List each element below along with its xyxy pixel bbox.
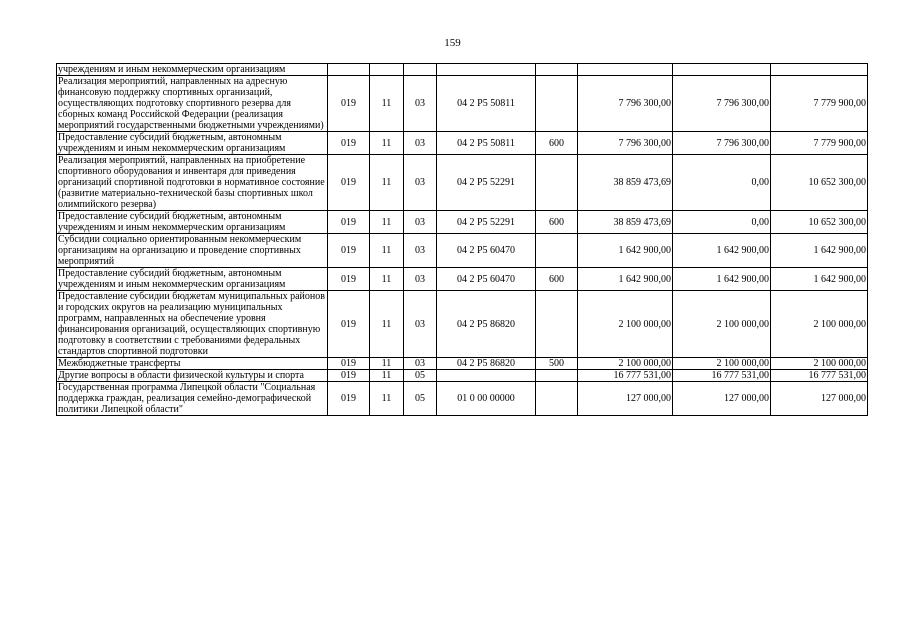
section-code-cell: 11 [370,234,404,268]
amount-year1-cell: 2 100 000,00 [578,358,673,370]
row-name-cell: Другие вопросы в области физической культуры и спорта [57,370,328,382]
amount-year3-cell: 16 777 531,00 [771,370,868,382]
expense-type-cell [536,76,578,132]
gr-code-cell: 019 [328,382,370,416]
subsection-code-cell: 03 [404,155,437,211]
subsection-code-cell: 03 [404,291,437,358]
section-code-cell: 11 [370,155,404,211]
table-row [57,358,868,370]
table-row [57,370,868,382]
gr-code-cell: 019 [328,76,370,132]
gr-code-cell: 019 [328,291,370,358]
expense-type-cell [536,382,578,416]
table-row [57,64,868,76]
amount-year2-cell: 2 100 000,00 [673,358,771,370]
target-article-cell: 04 2 P5 52291 [437,155,536,211]
target-article-cell: 04 2 P5 60470 [437,234,536,268]
table-row [57,382,868,416]
amount-year3-cell: 1 642 900,00 [771,234,868,268]
gr-code-cell: 019 [328,211,370,234]
subsection-code-cell [404,64,437,76]
target-article-cell: 01 0 00 00000 [437,382,536,416]
amount-year1-cell: 1 642 900,00 [578,234,673,268]
amount-year1-cell [578,64,673,76]
amount-year3-cell [771,64,868,76]
target-article-cell: 04 2 P5 50811 [437,132,536,155]
amount-year2-cell: 7 796 300,00 [673,132,771,155]
subsection-code-cell: 03 [404,234,437,268]
expense-type-cell [536,234,578,268]
target-article-cell: 04 2 P5 52291 [437,211,536,234]
amount-year1-cell: 16 777 531,00 [578,370,673,382]
amount-year2-cell: 2 100 000,00 [673,291,771,358]
amount-year1-cell: 38 859 473,69 [578,211,673,234]
row-name-cell: Межбюджетные трансферты [57,358,328,370]
target-article-cell [437,64,536,76]
amount-year2-cell [673,64,771,76]
amount-year3-cell: 2 100 000,00 [771,291,868,358]
target-article-cell [437,370,536,382]
expense-type-cell [536,155,578,211]
row-name-cell: Государственная программа Липецкой области "Социальная поддержка граждан, реализация семейно-демографической политики Липецкой области" [57,382,328,416]
section-code-cell [370,64,404,76]
expense-type-cell: 600 [536,211,578,234]
amount-year1-cell: 2 100 000,00 [578,291,673,358]
page-number: 159 [444,37,461,49]
section-code-cell: 11 [370,382,404,416]
amount-year2-cell: 16 777 531,00 [673,370,771,382]
subsection-code-cell: 03 [404,268,437,291]
amount-year3-cell: 7 779 900,00 [771,132,868,155]
subsection-code-cell: 03 [404,211,437,234]
table-row [57,234,868,268]
gr-code-cell: 019 [328,132,370,155]
amount-year2-cell: 1 642 900,00 [673,234,771,268]
amount-year2-cell: 7 796 300,00 [673,76,771,132]
budget-table [56,63,868,416]
expense-type-cell: 600 [536,268,578,291]
amount-year1-cell: 38 859 473,69 [578,155,673,211]
subsection-code-cell: 03 [404,76,437,132]
target-article-cell: 04 2 P5 60470 [437,268,536,291]
expense-type-cell [536,64,578,76]
row-name-cell: учреждениям и иным некоммерческим организациям [57,64,328,76]
expense-type-cell [536,291,578,358]
table-row [57,268,868,291]
row-name-cell: Предоставление субсидий бюджетным, автономным учреждениям и иным некоммерческим организациям [57,268,328,291]
amount-year1-cell: 7 796 300,00 [578,76,673,132]
section-code-cell: 11 [370,268,404,291]
gr-code-cell: 019 [328,155,370,211]
subsection-code-cell: 05 [404,382,437,416]
section-code-cell: 11 [370,370,404,382]
table-row [57,291,868,358]
gr-code-cell: 019 [328,234,370,268]
expense-type-cell [536,370,578,382]
target-article-cell: 04 2 P5 86820 [437,358,536,370]
amount-year2-cell: 1 642 900,00 [673,268,771,291]
table-row [57,132,868,155]
subsection-code-cell: 03 [404,132,437,155]
target-article-cell: 04 2 P5 86820 [437,291,536,358]
gr-code-cell [328,64,370,76]
amount-year1-cell: 127 000,00 [578,382,673,416]
gr-code-cell: 019 [328,358,370,370]
row-name-cell: Реализация мероприятий, направленных на адресную финансовую поддержку спортивных организаций, осуществляющих подготовку спортивного резерва для сборных команд Российской Федерации (реализация мероприятий государственными бюджетными учреждениями) [57,76,328,132]
amount-year2-cell: 127 000,00 [673,382,771,416]
amount-year3-cell: 1 642 900,00 [771,268,868,291]
target-article-cell: 04 2 P5 50811 [437,76,536,132]
amount-year1-cell: 1 642 900,00 [578,268,673,291]
amount-year3-cell: 7 779 900,00 [771,76,868,132]
section-code-cell: 11 [370,132,404,155]
amount-year3-cell: 2 100 000,00 [771,358,868,370]
amount-year2-cell: 0,00 [673,211,771,234]
section-code-cell: 11 [370,76,404,132]
section-code-cell: 11 [370,211,404,234]
amount-year3-cell: 10 652 300,00 [771,155,868,211]
section-code-cell: 11 [370,291,404,358]
gr-code-cell: 019 [328,370,370,382]
row-name-cell: Предоставление субсидии бюджетам муниципальных районов и городских округов на реализацию муниципальных программ, направленных на обеспечение уровня финансирования организаций, осуществляющих спортивную подготовку в соответствии с требованиями федеральных стандартов спортивной подготовки [57,291,328,358]
row-name-cell: Предоставление субсидий бюджетным, автономным учреждениям и иным некоммерческим организациям [57,211,328,234]
section-code-cell: 11 [370,358,404,370]
amount-year3-cell: 10 652 300,00 [771,211,868,234]
amount-year2-cell: 0,00 [673,155,771,211]
amount-year1-cell: 7 796 300,00 [578,132,673,155]
row-name-cell: Реализация мероприятий, направленных на приобретение спортивного оборудования и инвентаря для приведения организаций спортивной подготовки в нормативное состояние (развитие материально-технической базы спортивных школ олимпийского резерва) [57,155,328,211]
table-row [57,76,868,132]
amount-year3-cell: 127 000,00 [771,382,868,416]
expense-type-cell: 500 [536,358,578,370]
row-name-cell: Субсидии социально ориентированным некоммерческим организациям на организацию и проведение спортивных мероприятий [57,234,328,268]
gr-code-cell: 019 [328,268,370,291]
table-row [57,211,868,234]
row-name-cell: Предоставление субсидий бюджетным, автономным учреждениям и иным некоммерческим организациям [57,132,328,155]
subsection-code-cell: 05 [404,370,437,382]
subsection-code-cell: 03 [404,358,437,370]
expense-type-cell: 600 [536,132,578,155]
table-row [57,155,868,211]
